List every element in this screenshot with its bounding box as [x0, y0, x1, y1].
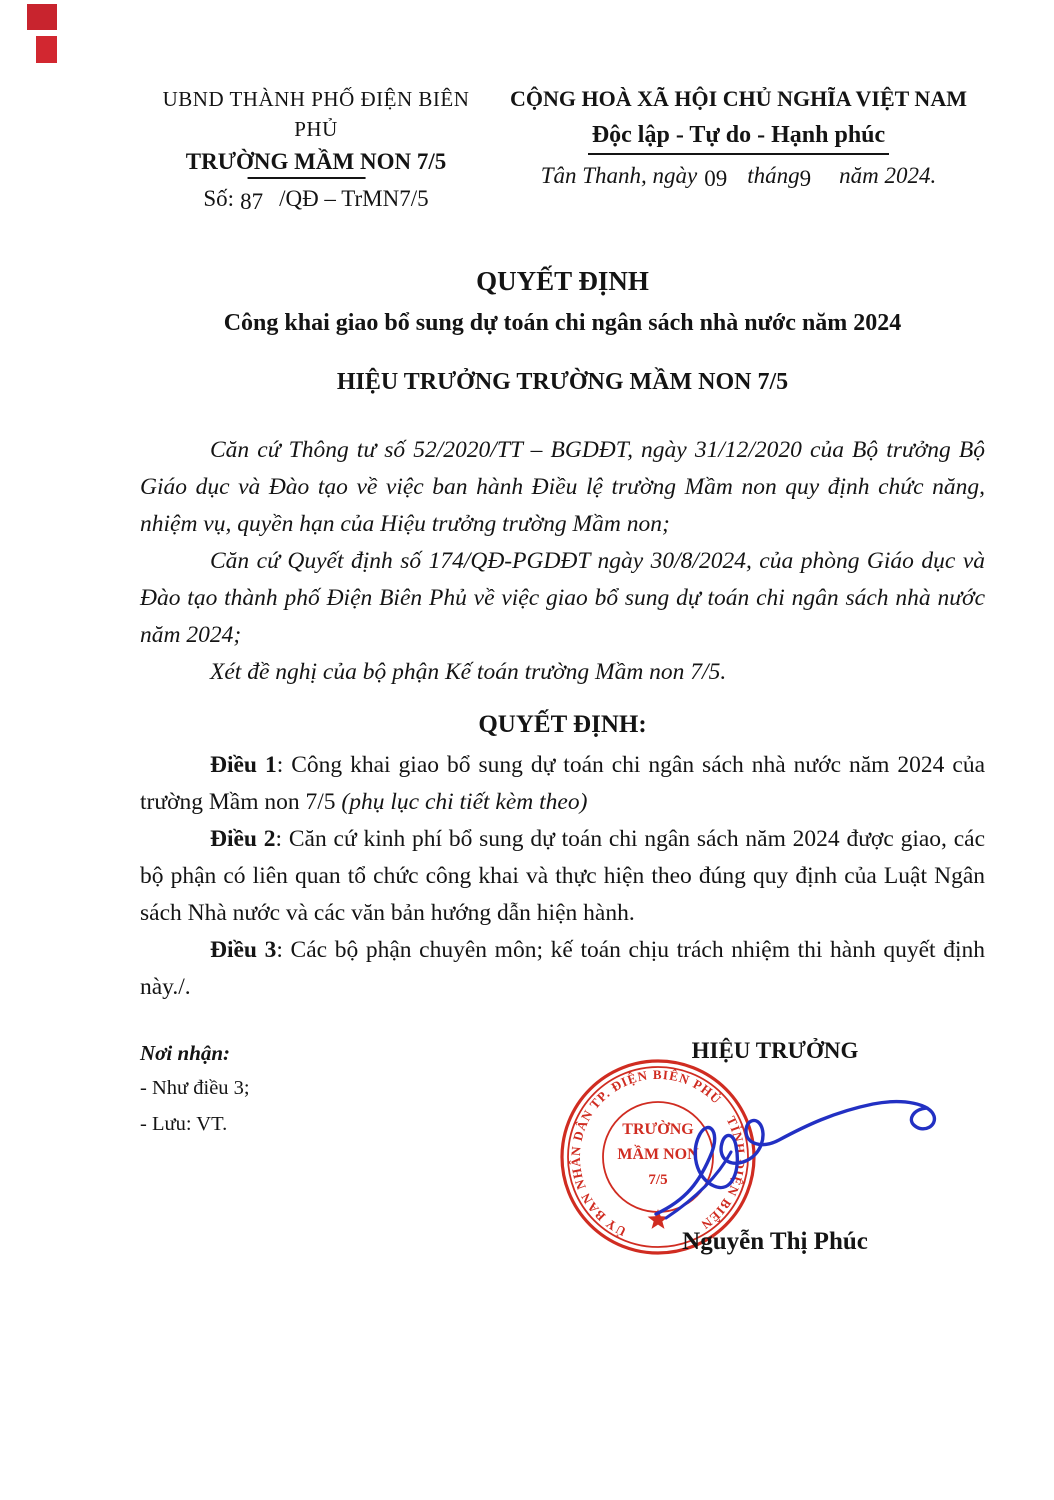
number-suffix: /QĐ – TrMN7/5: [279, 186, 429, 211]
document-header: [140, 84, 985, 218]
document-number: 87: [240, 189, 264, 214]
document-title: QUYẾT ĐỊNH: [476, 266, 649, 296]
signer-position-title: HIỆU TRƯỞNG: [691, 1038, 859, 1063]
agency-underline: [248, 177, 366, 179]
document-number-line: [140, 180, 492, 218]
article-2-label: Điều 2: [210, 826, 276, 852]
stamp-ring-text-top: ỦY BAN NHÂN DÂN TP. ĐIỆN BIÊN PHỦ: [567, 1066, 725, 1240]
signature-section: [140, 1036, 985, 1336]
recipient-item: - Như điều 3;: [140, 1077, 250, 1099]
date-day: 09: [704, 166, 728, 191]
article-1: [140, 747, 985, 821]
articles: [140, 747, 985, 1006]
article-2: [140, 821, 985, 932]
signer-name: Nguyễn Thị Phúc: [682, 1228, 868, 1255]
issuing-agency-block: [140, 84, 492, 218]
scan-corner-mark: [27, 4, 57, 30]
national-title: CỘNG HOÀ XÃ HỘI CHỦ NGHĨA VIỆT NAM: [510, 86, 967, 111]
article-1-note: (phụ lục chi tiết kèm theo): [341, 789, 588, 815]
article-3-text: : Các bộ phận chuyên môn; kế toán chịu trách nhiệm thi hành quyết định này./.: [140, 937, 985, 1000]
recipient-item: - Lưu: VT.: [140, 1113, 228, 1135]
agency-name: TRƯỜNG MẦM NON 7/5: [140, 144, 492, 180]
issuing-authority-title: HIỆU TRƯỞNG TRƯỜNG MẦM NON 7/5: [336, 369, 789, 395]
document-content: [140, 0, 985, 1336]
preamble-paragraph: Căn cứ Thông tư số 52/2020/TT – BGDĐT, ngày 31/12/2020 của Bộ trưởng Bộ Giáo dục và Đào tạo về việc ban hành Điều lệ trường Mầm non quy định chức năng, nhiệm vụ, quyền hạn của Hiệu trưởng trường Mầm non;: [140, 437, 985, 537]
date-place: Tân Thanh, ngày: [540, 163, 698, 188]
decision-heading: QUYẾT ĐỊNH:: [478, 711, 647, 738]
date-line: [492, 163, 985, 189]
national-motto: Độc lập - Tự do - Hạnh phúc: [588, 120, 889, 155]
preamble: [140, 432, 985, 691]
preamble-paragraph: Căn cứ Quyết định số 174/QĐ-PGDĐT ngày 30/8/2024, của phòng Giáo dục và Đào tạo thành phố Điện Biên Phủ về việc giao bổ sung dự toán chi ngân sách nhà nước năm 2024;: [140, 548, 985, 648]
stamp-school-line3: 7/5: [648, 1172, 668, 1188]
article-3: [140, 932, 985, 1006]
article-1-label: Điều 1: [210, 752, 277, 778]
stamp-school-line2: MẦM NON: [617, 1146, 699, 1163]
recipients-title: Nơi nhận:: [140, 1041, 231, 1065]
scan-corner-mark: [36, 36, 57, 63]
number-label: Số:: [203, 186, 235, 211]
recipients-block: [140, 1036, 470, 1142]
date-month-label: tháng: [747, 163, 800, 188]
article-2-text: : Căn cứ kinh phí bổ sung dự toán chi ngân sách năm 2024 được giao, các bộ phận có liên quan tổ chức công khai và thực hiện theo đúng quy định của Luật Ngân sách Nhà nước và các văn bản hướng dẫn hiện hành.: [140, 826, 985, 926]
stamp-ring-text-bottom: TỈNH ĐIỆN BIÊN: [697, 1113, 749, 1233]
article-3-label: Điều 3: [210, 937, 277, 963]
date-month: 9: [799, 166, 812, 191]
date-year: năm 2024.: [839, 163, 937, 188]
national-motto-block: [492, 84, 985, 218]
stamp-school-line1: TRƯỜNG: [622, 1121, 694, 1138]
parent-agency-name: UBND THÀNH PHỐ ĐIỆN BIÊN PHỦ: [162, 87, 470, 141]
handwritten-signature: [638, 1082, 960, 1224]
document-subtitle: Công khai giao bổ sung dự toán chi ngân sách nhà nước năm 2024: [223, 310, 902, 336]
article-1-text: : Công khai giao bổ sung dự toán chi ngân sách nhà nước năm 2024 của trường Mầm non 7/5: [140, 752, 985, 815]
preamble-paragraph: Xét đề nghị của bộ phận Kế toán trường Mầm non 7/5.: [210, 659, 727, 685]
